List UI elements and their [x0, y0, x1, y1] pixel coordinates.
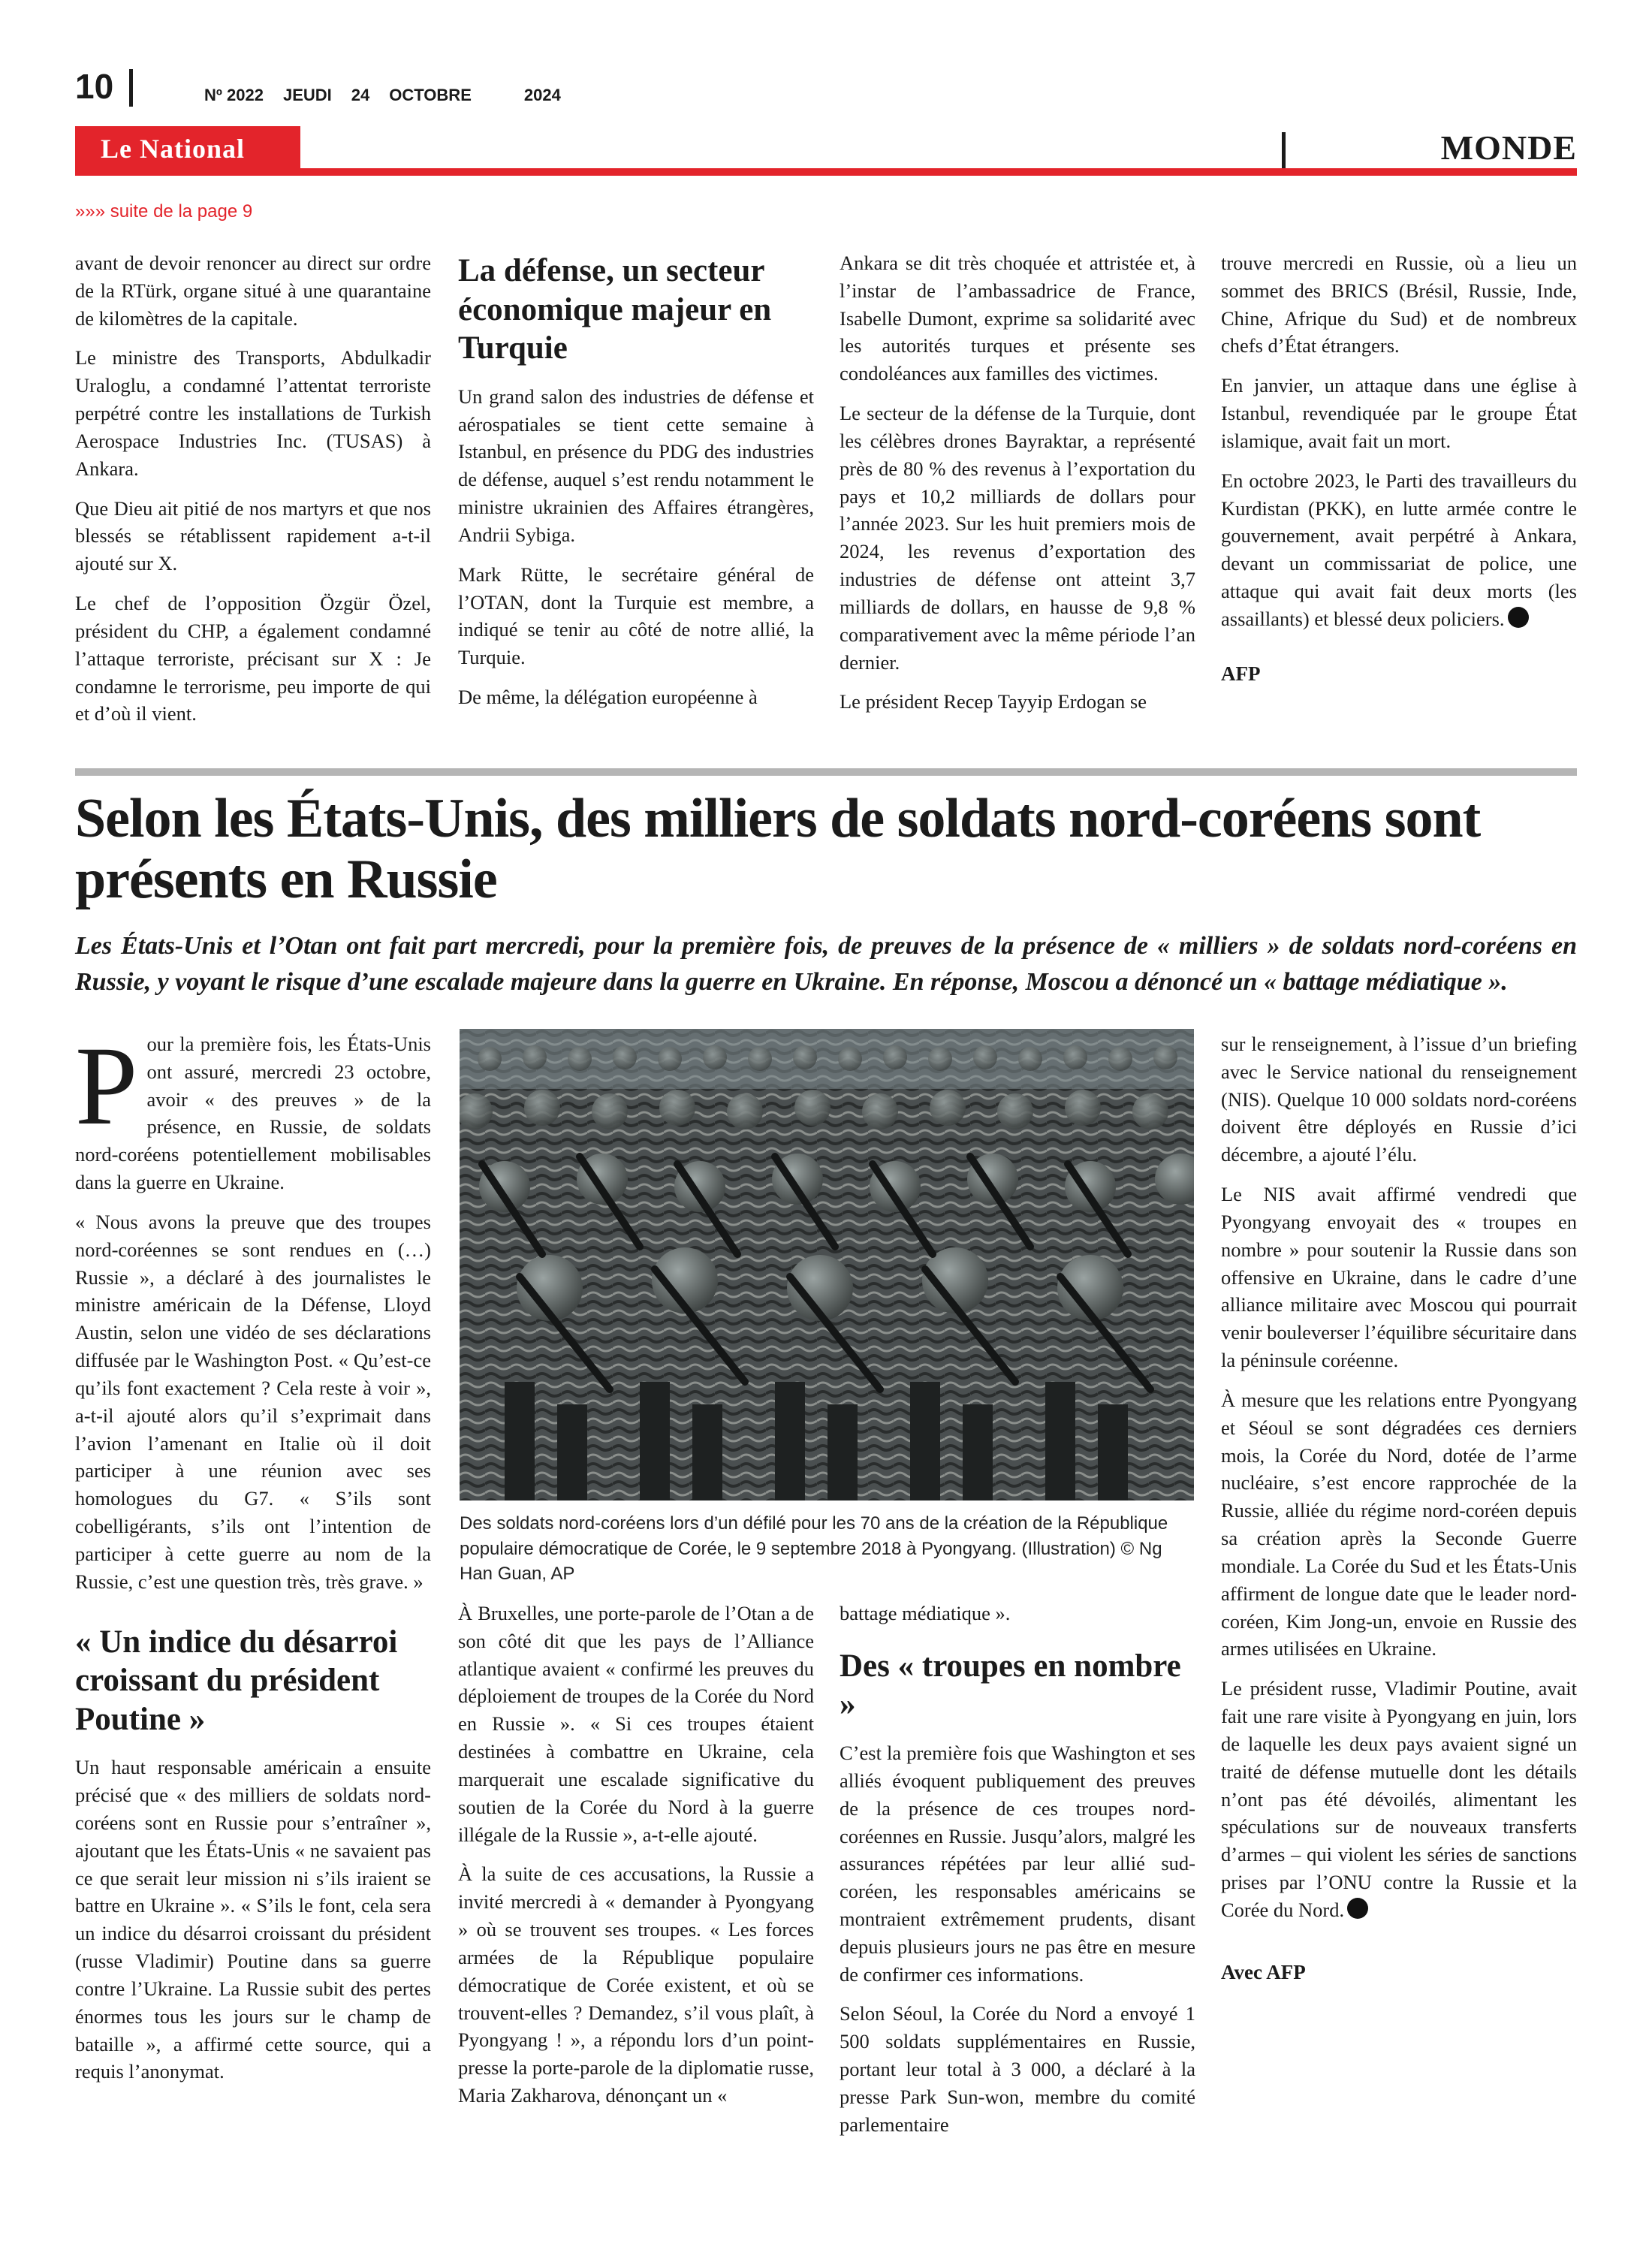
- paragraph: Le chef de l’opposition Özgür Özel, président du CHP, a également condamné l’attaque terroriste, précisant sur X : Je condamne le terrorisme, peu importe de qui et d’où il vient.: [75, 592, 431, 725]
- paragraph: En janvier, un attaque dans une église à Istanbul, revendiquée par le groupe État islamique, avait fait un mort.: [1221, 374, 1577, 452]
- byline: AFP: [1221, 662, 1261, 685]
- page-number: 10: [75, 67, 114, 106]
- paragraph: Le président russe, Vladimir Poutine, avait fait une rare visite à Pyongyang en juin, lors de laquelle les deux pays avaient signé un traité de défense mutuelle dont les détails n’ont pas été dévoilés, alimentant les spéculations sur de nouveaux transferts d’armes – qui violent les séries de sanctions prises par l’ONU contre la Russie et la Corée du Nord.: [1221, 1677, 1577, 1921]
- brand-name: Le National: [101, 134, 246, 164]
- issue-date: 24: [351, 86, 370, 104]
- paragraph: Le ministre des Transports, Abdulkadir Uraloglu, a condamné l’attentat terroriste perpétré contre les installations de Turkish Aerospace Industries Inc. (TUSAS) à Ankara.: [75, 346, 431, 480]
- subheading-poutine: « Un indice du désarroi croissant du président Poutine »: [75, 1624, 398, 1737]
- subheading-troupes: Des « troupes en nombre »: [840, 1648, 1181, 1723]
- top-column-4: [1221, 249, 1577, 700]
- end-mark-icon: [1347, 1898, 1368, 1919]
- parade-image: [460, 1029, 1194, 1500]
- top-column-3: [840, 249, 1195, 728]
- end-mark-icon: [1508, 607, 1529, 628]
- paragraph: our la première fois, les États-Unis ont assuré, mercredi 23 octobre, avoir « des preuves » de la présence, en Russie, de soldats nord-coréens potentiellement mobilisables dans la guerre en Ukraine.: [75, 1033, 431, 1194]
- article-divider: [75, 768, 1577, 776]
- continued-from: »»» suite de la page 9: [75, 201, 253, 222]
- paragraph: Que Dieu ait pitié de nos martyrs et que nos blessés se rétablissent rapidement a-t-il ajouté sur X.: [75, 496, 431, 575]
- paragraph: Un haut responsable américain a ensuite précisé que « des milliers de soldats nord-coréens sont en Russie pour s’entraîner », ajoutant que les États-Unis « ne savaient pas ce que serait leur mission ni s’ils iraient se battre en Ukraine ». « S’ils le font, cela sera un indice du désarroi croissant du président (russe Vladimir) Poutine dans sa guerre contre l’Ukraine. La Russie subit des pertes énormes tous les jours sur le champ de bataille », a affirmé cette source, qui a requis l’anonymat.: [75, 1756, 431, 2083]
- article-lead: Les États-Unis et l’Otan ont fait part mercredi, pour la première fois, de preuves de la présence de « milliers » de soldats nord-coréens en Russie, y voyant le risque d’une escalade majeure dans la guerre en Ukraine. En réponse, Moscou a dénoncé un « battage médiatique ».: [75, 932, 1577, 996]
- paragraph: trouve mercredi en Russie, où a lieu un sommet des BRICS (Brésil, Russie, Inde, Chine, Afrique du Sud) et de nombreux chefs d’État étrangers.: [1221, 252, 1577, 357]
- section-divider: [1282, 132, 1286, 168]
- paragraph: Le NIS avait affirmé vendredi que Pyongyang envoyait des « troupes en nombre » pour soutenir la Russie dans son offensive en Ukraine, dans le cadre d’une alliance militaire avec Moscou qui pourrait venir bouleverser l’équilibre sécuritaire dans la péninsule coréenne.: [1221, 1183, 1577, 1372]
- paragraph: battage médiatique ».: [840, 1602, 1011, 1624]
- issue-year: 2024: [523, 86, 561, 104]
- paragraph: Mark Rütte, le secrétaire général de l’OTAN, dont la Turquie est membre, a indiqué se tenir au côté de notre allié, la Turquie.: [458, 562, 814, 669]
- paragraph: En octobre 2023, le Parti des travailleurs du Kurdistan (PKK), en lutte armée contre le gouvernement, avait perpétré à Ankara, devant un commissariat de police, une attaque qui avait fait deux morts (les assaillants) et blessé deux policiers.: [1221, 469, 1577, 630]
- photo-caption: Des soldats nord-coréens lors d’un défilé pour les 70 ans de la création de la République populaire démocratique de Corée, le 9 septembre 2018 à Pyongyang. (Illustration) © Ng Han Guan, AP: [460, 1513, 1168, 1585]
- top-column-1: [75, 249, 431, 740]
- paragraph: À mesure que les relations entre Pyongyang et Séoul se sont dégradées ces derniers mois, la Corée du Nord, dotée de l’arme nucléaire, s’est encore rapprochée de la Russie, alliée du régime nord-coréen depuis sa création après la Seconde Guerre mondiale. La Corée du Sud et les États-Unis affirment de longue date que le leader nord-coréen, Kim Jong-un, envoie en Russie des armes utilisées en Ukraine.: [1221, 1388, 1577, 1660]
- drop-cap: P: [75, 1024, 138, 1148]
- photo-soldiers-parade: [460, 1029, 1194, 1500]
- byline: Avec AFP: [1221, 1960, 1306, 1983]
- paragraph: De même, la délégation européenne à: [458, 686, 758, 709]
- paragraph: À Bruxelles, une porte-parole de l’Otan a de son côté dit que les pays de l’Alliance atlantique avaient « confirmé les preuves du déploiement de troupes de la Corée du Nord en Russie ». « Si ces troupes étaient destinées à combattre en Ukraine, cela marquerait une escalade significative du soutien de la Corée du Nord à la guerre illégale de la Russie », a-t-elle ajouté.: [458, 1602, 814, 1846]
- issue-day: JEUDI: [282, 86, 332, 104]
- paragraph: sur le renseignement, à l’issue d’un briefing avec le Service national du renseignement (NIS). Quelque 10 000 soldats nord-coréens doivent être déployés en Russie d’ici décembre, a ajouté l’élu.: [1221, 1033, 1577, 1166]
- article-column-1: [75, 1024, 431, 2098]
- paragraph: « Nous avons la preuve que des troupes nord-coréennes se sont rendues en (…) Russie », a déclaré à des journalistes le ministre américain de la Défense, Lloyd Austin, selon une vidéo de ses déclarations diffusée par le Washington Post. « Qu’est-ce qu’ils font exactement ? Cela reste à voir », a-t-il ajouté alors qu’il s’exprimait dans l’avion l’amenant en Italie où il doit participer à une réunion avec ses homologues du G7. « S’ils sont cobelligérants, s’ils ont l’intention de participer à cette guerre au nom de la Russie, c’est une question très, très grave. »: [75, 1210, 431, 1593]
- paragraph: Selon Séoul, la Corée du Nord a envoyé 1 500 soldats supplémentaires en Russie, portant leur total à 3 000, a déclaré à la presse Park Sun-won, membre du comité parlementaire: [840, 2002, 1195, 2136]
- header-rule: [75, 168, 1577, 176]
- article-column-2: [458, 1600, 814, 2122]
- page-number-divider: [129, 69, 133, 107]
- paragraph: Le président Recep Tayyip Erdogan se: [840, 690, 1147, 713]
- paragraph: Un grand salon des industries de défense et aérospatiales se tient cette semaine à Istanbul, en présence du PDG des industries de défense, auquel s’est rendu notamment le ministre ukrainien des Affaires étrangères, Andrii Sybiga.: [458, 385, 814, 546]
- paragraph: À la suite de ces accusations, la Russie a invité mercredi à « demander à Pyongyang » où se trouvent ses troupes. « Les forces armées de la République populaire démocratique de Corée existent, et où se trouvent-elles ? Demandez, s’il vous plaît, à Pyongyang ! », a répondu lors d’un point-presse la porte-parole de la diplomatie russe, Maria Zakharova, dénonçant un «: [458, 1862, 814, 2107]
- issue-meta: [204, 86, 561, 105]
- issue-month: OCTOBRE: [389, 86, 472, 104]
- paragraph: Ankara se dit très choquée et attristée et, à l’instar de l’ambassadrice de France, Isabelle Dumont, exprime sa solidarité avec les autorités turques et présente ses condoléances aux familles des victimes.: [840, 252, 1195, 385]
- section-title: MONDE: [1440, 128, 1577, 167]
- paragraph: avant de devoir renoncer au direct sur ordre de la RTürk, organe situé à une quarantaine de kilomètres de la capitale.: [75, 252, 431, 330]
- article-column-4: [1221, 1030, 1577, 1998]
- article-column-3: [840, 1600, 1195, 2151]
- subheading-defense: La défense, un secteur économique majeur en Turquie: [458, 253, 772, 366]
- issue-number: Nº 2022: [204, 86, 264, 104]
- article-headline: Selon les États-Unis, des milliers de soldats nord-coréens sont présents en Russie: [75, 788, 1481, 911]
- paragraph: C’est la première fois que Washington et ses alliés évoquent publiquement des preuves de la présence de ces troupes nord-coréennes en Russie. Jusqu’alors, malgré les assurances répétées par leur allié sud-coréen, les responsables américains se montraient extrêmement prudents, disant depuis plusieurs jours ne pas être en mesure de confirmer ces informations.: [840, 1742, 1195, 1986]
- top-column-2: [458, 252, 814, 723]
- paragraph: Le secteur de la défense de la Turquie, dont les célèbres drones Bayraktar, a représenté près de 80 % des revenus à l’exportation du pays et 10,2 milliards de dollars pour l’année 2023. Sur les huit premiers mois de 2024, les revenus d’exportation des industries de défense ont atteint 3,7 milliards de dollars, en hausse de 9,8 % comparativement avec la même période l’an dernier.: [840, 402, 1195, 674]
